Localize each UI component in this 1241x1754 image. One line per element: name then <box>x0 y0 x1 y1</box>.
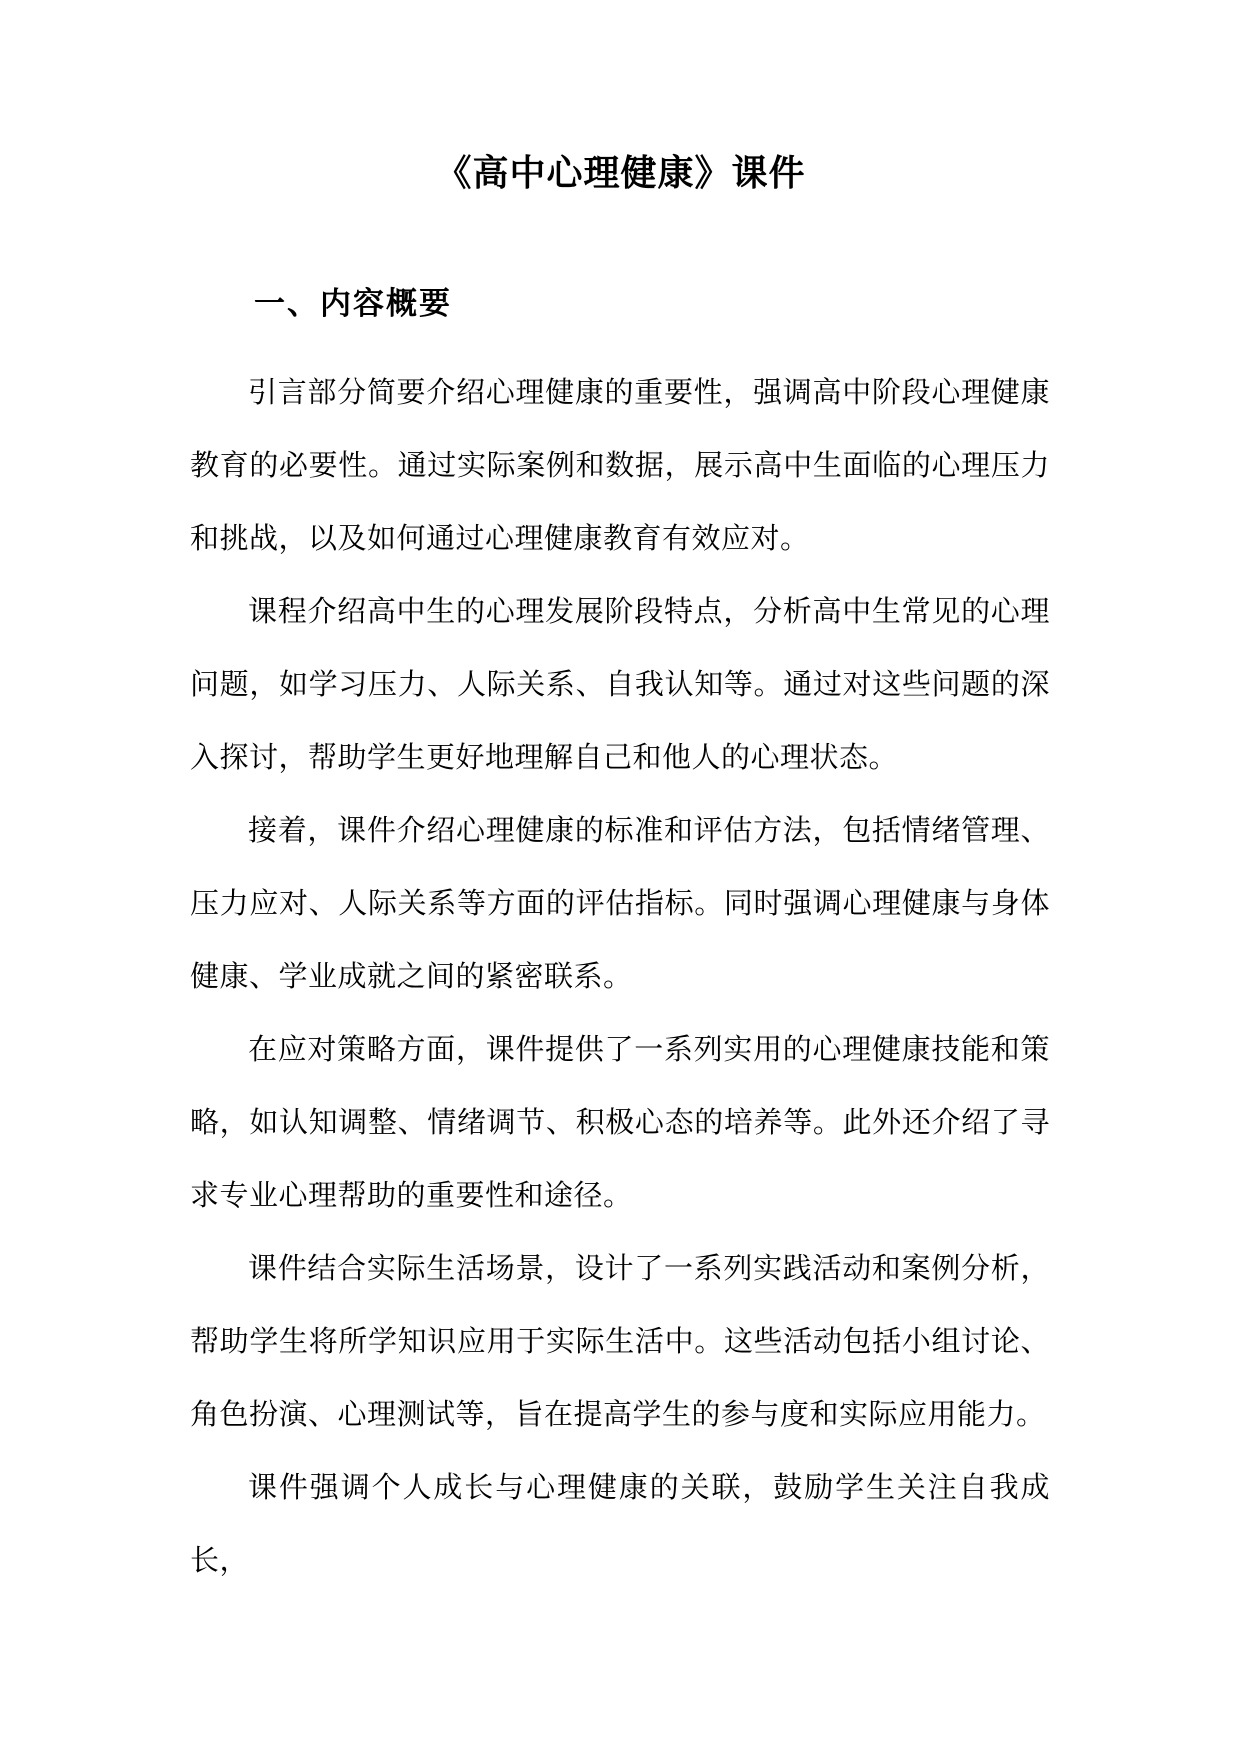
document-title: 《高中心理健康》课件 <box>435 152 806 194</box>
paragraph-coping-strategies: 在应对策略方面，课件提供了一系列实用的心理健康技能和策略，如认知调整、情绪调节、积极心态的培养等。此外还介绍了寻求专业心理帮助的重要性和途径。 <box>190 1032 1050 1212</box>
paragraph-standards-assessment: 接着，课件介绍心理健康的标准和评估方法，包括情绪管理、压力应对、人际关系等方面的评估指标。同时强调心理健康与身体健康、学业成就之间的紧密联系。 <box>190 813 1050 993</box>
section-heading: 一、内容概要 <box>254 286 452 322</box>
body-text <box>190 356 1050 1597</box>
paragraph-introduction: 引言部分简要介绍心理健康的重要性，强调高中阶段心理健康教育的必要性。通过实际案例和数据，展示高中生面临的心理压力和挑战，以及如何通过心理健康教育有效应对。 <box>190 375 1050 555</box>
paragraph-practice-activities: 课件结合实际生活场景，设计了一系列实践活动和案例分析，帮助学生将所学知识应用于实际生活中。这些活动包括小组讨论、角色扮演、心理测试等，旨在提高学生的参与度和实际应用能力。 <box>190 1251 1050 1431</box>
paragraph-personal-growth: 课件强调个人成长与心理健康的关联，鼓励学生关注自我成长， <box>190 1470 1050 1577</box>
paragraph-development-stages: 课程介绍高中生的心理发展阶段特点，分析高中生常见的心理问题，如学习压力、人际关系、自我认知等。通过对这些问题的深入探讨，帮助学生更好地理解自己和他人的心理状态。 <box>190 594 1050 774</box>
